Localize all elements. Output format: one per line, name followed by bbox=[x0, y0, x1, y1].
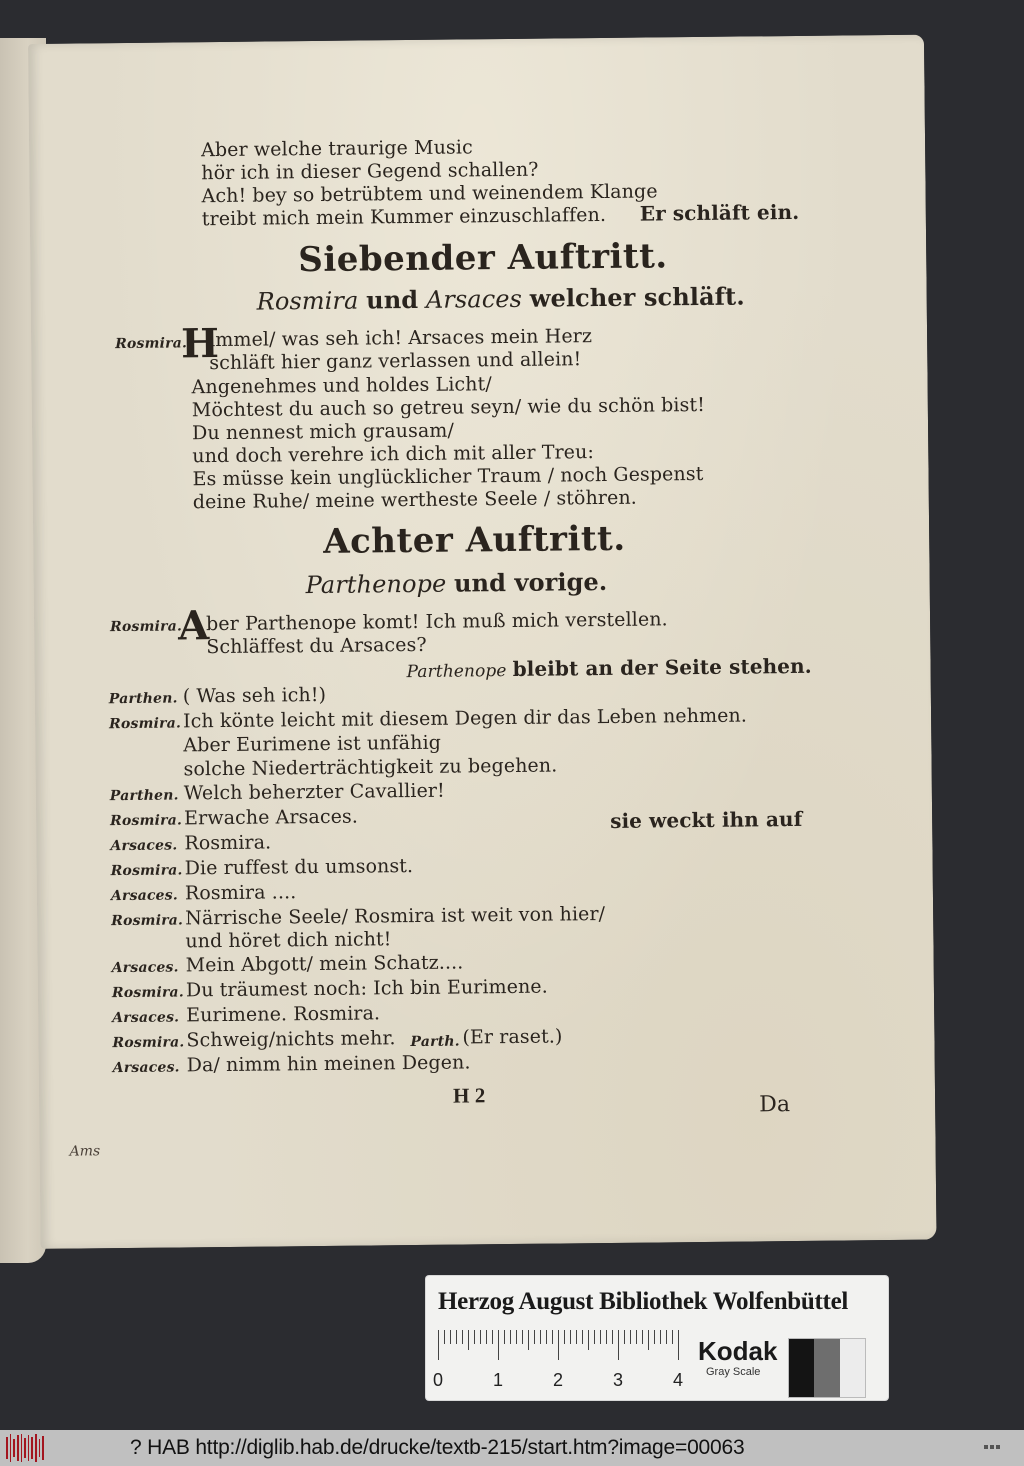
cast-name: Arsaces bbox=[425, 284, 523, 314]
scene-cast bbox=[306, 568, 608, 599]
dialogue-line: Die ruffest du umsonst. bbox=[184, 855, 414, 880]
verse-line: Aber welche traurige Music bbox=[201, 136, 473, 162]
speech-line: Du nennest mich grausam/ bbox=[191, 419, 455, 445]
dialogue-line: Rosmira. bbox=[184, 831, 272, 855]
speaker-label: Parthen. bbox=[108, 690, 178, 708]
scene-title: Siebender Auftritt. bbox=[298, 236, 668, 281]
speaker-label: Rosmira. bbox=[115, 335, 188, 353]
dialogue-line: Eurimene. Rosmira. bbox=[186, 1002, 381, 1027]
speaker-label: Arsaces. bbox=[112, 1009, 180, 1027]
verse-line: hör ich in dieser Gegend schallen? bbox=[201, 158, 539, 185]
speech-line: Es müsse kein unglücklicher Traum / noch Gespenst bbox=[192, 462, 704, 491]
scene-title: Achter Auftritt. bbox=[323, 518, 626, 562]
hab-logo-icon bbox=[6, 1434, 44, 1462]
speaker-label: Arsaces. bbox=[112, 1059, 180, 1077]
stage-character: Parthenope bbox=[406, 661, 507, 683]
speech-line: Angenehmes und holdes Licht/ bbox=[191, 373, 492, 399]
gray-patch-white bbox=[840, 1339, 865, 1397]
speaker-label: Rosmira. bbox=[112, 1034, 185, 1052]
measurement-ruler bbox=[432, 1330, 684, 1390]
dialogue-line: solche Niederträchtigkeit zu begehen. bbox=[183, 754, 558, 781]
dialogue-line: ber Parthenope komt! Ich muß mich verstellen. bbox=[205, 608, 668, 636]
kodak-subtitle: Gray Scale bbox=[706, 1366, 761, 1378]
library-color-scale-label bbox=[426, 1276, 888, 1400]
more-options-icon[interactable] bbox=[984, 1445, 1000, 1449]
speaker-label: Arsaces. bbox=[111, 959, 179, 977]
dialogue-line: ( Was seh ich!) bbox=[182, 683, 327, 708]
ruler-number: 4 bbox=[672, 1370, 684, 1390]
speech-line: deine Ruhe/ meine wertheste Seele / stöhren. bbox=[192, 486, 637, 514]
cast-conjunction: und bbox=[366, 284, 419, 315]
drop-cap: H bbox=[180, 320, 220, 368]
speech-line: und doch verehre ich dich mit aller Treu: bbox=[192, 441, 595, 468]
gutter-annotation: Ams bbox=[69, 1143, 101, 1160]
dialogue-line: Närrische Seele/ Rosmira ist weit von hier/ bbox=[185, 903, 606, 930]
speech-line: schläft hier ganz verlassen und allein! bbox=[209, 348, 582, 375]
speaker-label: Rosmira. bbox=[111, 984, 184, 1002]
verse-line: Ach! bey so betrübtem und weinendem Klange bbox=[201, 180, 658, 208]
dialogue-line: und höret dich nicht! bbox=[185, 928, 392, 953]
book-page bbox=[28, 35, 937, 1249]
cast-name: Parthenope bbox=[305, 569, 447, 600]
dialogue-line: Du träumest noch: Ich bin Eurimene. bbox=[185, 975, 548, 1002]
cast-note: und vorige. bbox=[453, 566, 608, 598]
dialogue-line: Welch beherzter Cavallier! bbox=[183, 779, 445, 805]
library-name: Herzog August Bibliothek Wolfenbüttel bbox=[438, 1288, 849, 1315]
aside-speaker: Parth. bbox=[410, 1033, 460, 1051]
ruler-number: 2 bbox=[552, 1370, 564, 1390]
stage-direction: sie weckt ihn auf bbox=[610, 806, 803, 833]
footer-bar bbox=[0, 1430, 1024, 1466]
speaker-label: Rosmira. bbox=[110, 862, 183, 880]
aside-text: (Er raset.) bbox=[462, 1025, 563, 1049]
catchword: Da bbox=[759, 1092, 791, 1118]
dialogue-line: Aber Eurimene ist unfähig bbox=[183, 731, 442, 757]
dialogue-line: Rosmira .... bbox=[184, 881, 297, 905]
scene-cast bbox=[257, 283, 745, 316]
speaker-label: Arsaces. bbox=[110, 887, 178, 905]
dialogue-line: Da/ nimm hin meinen Degen. bbox=[186, 1051, 471, 1077]
cast-name: Rosmira bbox=[256, 286, 359, 316]
gray-scale-patches bbox=[788, 1338, 866, 1398]
ruler-number: 3 bbox=[612, 1370, 624, 1390]
speaker-label: Rosmira. bbox=[111, 912, 184, 930]
source-url-link[interactable]: ? HAB http://diglib.hab.de/drucke/textb-215/start.htm?image=00063 bbox=[130, 1436, 745, 1459]
cast-note: welcher schläft. bbox=[529, 281, 745, 313]
signature-mark: H 2 bbox=[452, 1083, 486, 1108]
speaker-label: Rosmira. bbox=[110, 618, 183, 636]
dialogue-line: Schläffest du Arsaces? bbox=[206, 633, 427, 659]
stage-text: bleibt an der Seite stehen. bbox=[512, 653, 812, 681]
gray-patch-black bbox=[789, 1339, 814, 1397]
speaker-label: Arsaces. bbox=[110, 837, 178, 855]
ruler-number: 1 bbox=[492, 1370, 504, 1390]
dialogue-line: Ich könte leicht mit diesem Degen dir das Leben nehmen. bbox=[182, 704, 748, 733]
kodak-logo: Kodak bbox=[698, 1336, 778, 1366]
speaker-label: Rosmira. bbox=[110, 812, 183, 830]
verse-line: treibt mich mein Kummer einzuschlaffen. bbox=[201, 203, 607, 231]
drop-cap: A bbox=[177, 602, 210, 650]
dialogue-line: Erwache Arsaces. bbox=[184, 805, 359, 830]
speech-line: Möchtest du auch so getreu seyn/ wie du schön bist! bbox=[191, 393, 705, 422]
dialogue-line: Mein Abgott/ mein Schatz.... bbox=[185, 951, 464, 977]
ruler-number: 0 bbox=[432, 1370, 444, 1390]
gray-patch-mid bbox=[814, 1339, 839, 1397]
dialogue-line: Schweig/nichts mehr. bbox=[186, 1027, 396, 1052]
speaker-label: Parthen. bbox=[109, 787, 179, 805]
speaker-label: Rosmira. bbox=[109, 715, 182, 733]
stage-direction bbox=[406, 655, 811, 683]
speech-line: immel/ was seh ich! Arsaces mein Herz bbox=[208, 325, 593, 352]
stage-direction: Er schläft ein. bbox=[639, 199, 800, 226]
